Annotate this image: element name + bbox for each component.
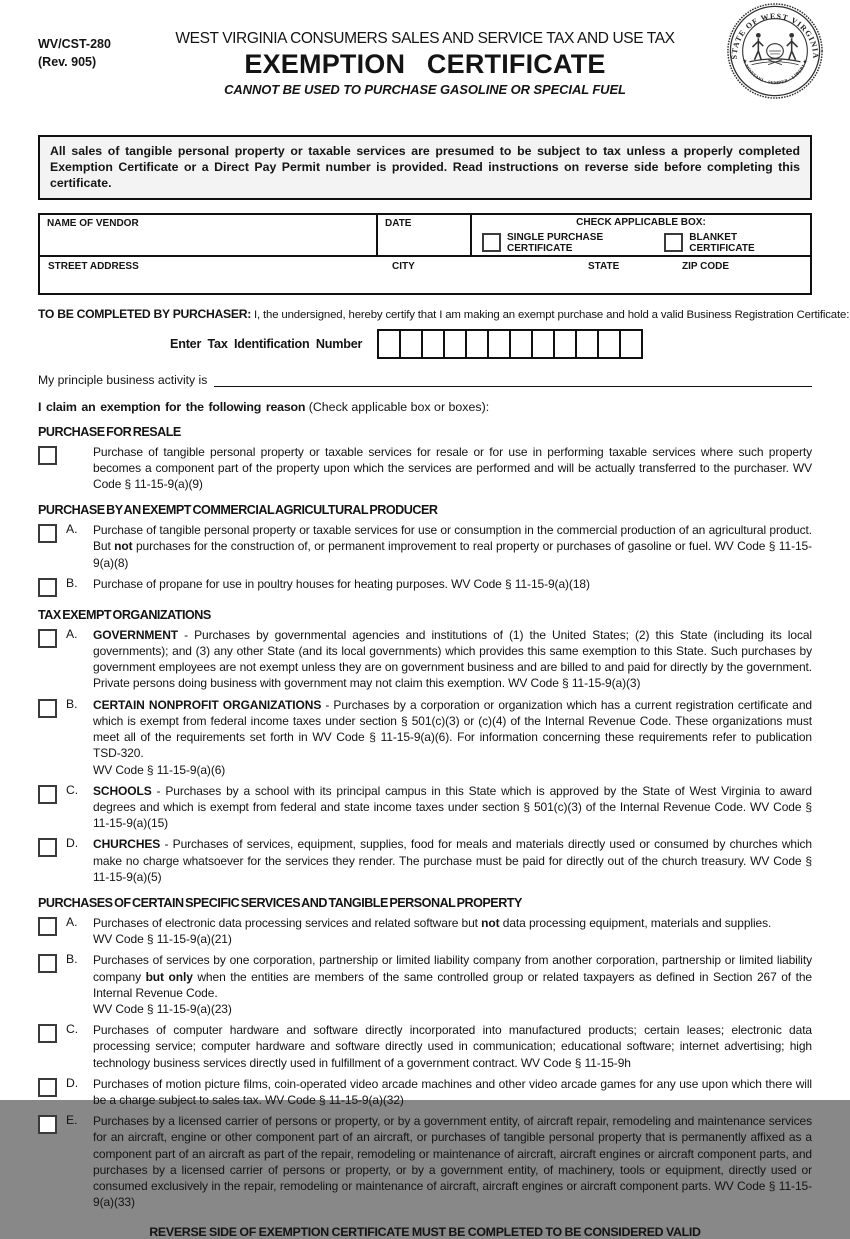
item-bold-word: not <box>481 915 500 930</box>
item-description <box>93 697 812 778</box>
tax-id-label: Enter Tax Identification Number <box>170 336 363 351</box>
item-text: Purchases of electronic data processing services and related software but <box>93 915 482 930</box>
date-label: DATE <box>385 217 412 229</box>
item-description <box>93 444 812 493</box>
item-description <box>93 783 812 832</box>
exemption-checkbox[interactable] <box>38 524 57 543</box>
form-revision: (Rev. 905) <box>38 54 97 69</box>
item-bold-word: but only <box>145 969 193 984</box>
west-virginia-state-seal <box>726 2 824 105</box>
exemption-checkbox[interactable] <box>38 1078 57 1097</box>
item-bold-word: not <box>114 539 133 554</box>
exemption-item-computer-hardware <box>38 1022 812 1071</box>
tax-id-cell[interactable] <box>553 329 577 359</box>
tax-id-cell[interactable] <box>421 329 445 359</box>
item-description <box>93 1022 812 1071</box>
tax-id-cell[interactable] <box>619 329 643 359</box>
item-description <box>93 915 812 947</box>
item-text: data processing equipment, materials and supplies. <box>499 915 772 930</box>
section-heading-agricultural: PURCHASE BY AN EXEMPT COMMERCIAL AGRICULTURAL PRODUCER <box>38 503 438 518</box>
tax-id-cell[interactable] <box>399 329 423 359</box>
exemption-checkbox[interactable] <box>38 785 57 804</box>
item-description <box>93 1076 812 1108</box>
purchaser-certification-lead: TO BE COMPLETED BY PURCHASER: <box>38 306 251 321</box>
item-lead: GOVERNMENT <box>93 627 179 642</box>
wv-code-reference: WV Code § 11-15-9(a)(21) <box>93 932 232 947</box>
check-applicable-box-label: CHECK APPLICABLE BOX: <box>576 216 706 228</box>
item-lead: SCHOOLS <box>93 783 152 798</box>
exemption-checkbox[interactable] <box>38 1115 57 1134</box>
claim-instruction-bold: I claim an exemption for the following reason <box>38 399 306 414</box>
item-letter <box>57 444 93 493</box>
wv-code-reference: WV Code § 11-15-9(a)(23) <box>93 1001 232 1016</box>
exemption-item-agricultural-b <box>38 576 812 597</box>
section-heading-specific-services: PURCHASES OF CERTAIN SPECIFIC SERVICES AND TANGIBLE PERSONAL PROPERTY <box>38 895 522 910</box>
exemption-item-agricultural-a <box>38 522 812 571</box>
exemption-checkbox[interactable] <box>38 446 57 465</box>
item-letter: B. <box>66 952 78 967</box>
seal-bottom-text: ★ MONTANI · SEMPER · LIBERI ★ <box>741 58 809 86</box>
item-text: - Purchases by a corporation or organization which has a current registration certificate and which is exempt from federal income taxes under section § 501(c)(3) or (c)(4) of the Internal Revenue Code. These organizations must meet all of the requirements set forth in WV Code § 11-15-9(a)(6). For information concerning these requirements refer to publication TSD-320. <box>93 697 812 761</box>
form-number: WV/CST-280 <box>38 37 111 51</box>
form-number-block <box>38 36 111 71</box>
item-letter: E. <box>66 1113 78 1128</box>
item-text: Purchase of tangible personal property or taxable services for use or consumption in the commercial production of an agricultural product. But <box>93 523 812 554</box>
business-activity-input[interactable] <box>214 372 812 387</box>
tax-id-cell[interactable] <box>509 329 533 359</box>
tax-id-cell[interactable] <box>531 329 555 359</box>
exemption-item-data-processing <box>38 915 812 947</box>
state-label: STATE <box>588 260 620 272</box>
item-text: - Purchases by governmental agencies and institutions of (1) the United States; (2) this State (including its local governments); and (3) any other State (and its local governments) which provides this same exemption to this State. Such purchases by government employees are not exempt unless they are on government business and are billed to and paid for directly by the government. Private persons doing business with government may not claim this exemption. WV Code § 11-15-9(a)(3) <box>93 627 812 691</box>
tax-id-boxes <box>377 329 643 359</box>
item-description <box>93 627 812 692</box>
exemption-checkbox[interactable] <box>38 1024 57 1043</box>
form-header <box>38 0 821 124</box>
single-purchase-certificate-checkbox[interactable] <box>482 233 501 252</box>
tax-id-cell[interactable] <box>597 329 621 359</box>
exemption-checkbox[interactable] <box>38 917 57 936</box>
exemption-checkbox[interactable] <box>38 699 57 718</box>
exemption-item-government <box>38 627 812 692</box>
certificate-type-cell <box>472 215 810 255</box>
item-text: Purchases by a licensed carrier of persons or property, or by a government entity, of aircraft repair, remodeling and maintenance services for an aircraft, engine or other component part of an aircraft, or purchases of tangible personal property that is permanently affixed as a component part of an aircraft as part of the repair, remodeling or maintenance of aircraft, aircraft engines or aircraft component parts, and purchases by a licensed carrier of persons or property, or by a government entity, of machinery, tools or equipment, directly used or consumed exclusively in the repair, remodeling or maintenance of aircraft, aircraft engines or aircraft component parts. WV Code § 11-15-9(a)(33) <box>93 1114 812 1210</box>
item-letter: D. <box>66 1075 79 1090</box>
item-text: Purchases of services by one corporation, partnership or limited liability company from another corporation, partnership or limited liability company <box>93 953 812 984</box>
item-letter: B. <box>66 575 78 590</box>
item-lead: CHURCHES <box>93 837 161 852</box>
item-lead: CERTAIN NONPROFIT ORGANIZATIONS <box>93 697 322 712</box>
item-text: Purchase of tangible personal property or taxable services for resale or for use in performing taxable services where such property becomes a component part of the property upon which the services are performed and will be actually transferred to the purchaser. WV Code § 11-15-9(a)(9) <box>93 444 812 492</box>
item-description <box>93 522 812 571</box>
section-heading-resale: PURCHASE FOR RESALE <box>38 424 181 439</box>
tax-id-cell[interactable] <box>465 329 489 359</box>
exemption-checkbox[interactable] <box>38 578 57 597</box>
item-text: purchases for the construction of, or permanent improvement to real property or purchases of gasoline or fuel. WV Code § 11-15-9(a)(8) <box>93 539 813 570</box>
tax-id-cell[interactable] <box>487 329 511 359</box>
notice-box: All sales of tangible personal property or taxable services are presumed to be subject to tax unless a properly completed Exemption Certificate or a Direct Pay Permit number is provided. Read instructions on reverse side before completing this certificate. <box>38 135 812 200</box>
exemption-checkbox[interactable] <box>38 629 57 648</box>
item-text: Purchase of propane for use in poultry houses for heating purposes. WV Code § 11-15-9(a)(18) <box>93 576 590 591</box>
city-label: CITY <box>392 260 415 272</box>
purchaser-certification-text: I, the undersigned, hereby certify that I am making an exempt purchase and hold a valid Business Registration Certificate: <box>250 308 850 321</box>
item-description <box>93 576 812 597</box>
section-heading-tax-exempt-orgs: TAX EXEMPT ORGANIZATIONS <box>38 607 211 622</box>
form-title-main: EXEMPTION CERTIFICATE <box>244 49 606 79</box>
claim-instruction <box>38 400 812 414</box>
item-text: Purchases of motion picture films, coin-operated video arcade machines and other video arcade games for any use upon which there will be a charge subject to sales tax. WV Code § 11-15-9(a)(32) <box>93 1076 812 1107</box>
item-letter: B. <box>66 696 78 711</box>
title-block <box>95 30 755 97</box>
item-text: - Purchases of services, equipment, supplies, food for meals and materials directly used or consumed by churches which make no charge whatsoever for the services they render. The purchase must be paid for directly out of the church treasury. WV Code § 11-15-9(a)(5) <box>93 837 812 884</box>
item-description <box>93 836 812 885</box>
wv-code-reference: WV Code § 11-15-9(a)(6) <box>93 762 226 777</box>
blanket-certificate-label: BLANKET CERTIFICATE <box>689 231 755 254</box>
vendor-name-label: NAME OF VENDOR <box>47 217 139 229</box>
tax-id-cell[interactable] <box>377 329 401 359</box>
exemption-checkbox[interactable] <box>38 838 57 857</box>
exemption-item-resale <box>38 444 812 493</box>
vendor-info-table <box>38 213 812 295</box>
item-description <box>93 1113 812 1210</box>
exemption-item-nonprofit <box>38 697 812 778</box>
seal-top-text: STATE OF WEST VIRGINIA <box>729 11 821 60</box>
blanket-certificate-checkbox[interactable] <box>664 233 683 252</box>
item-text: when the entities are members of the same controlled group or related taxpayers as defined in Section 267 of the Internal Revenue Code. <box>93 969 813 1000</box>
vendor-name-field[interactable] <box>40 215 378 255</box>
item-letter: A. <box>66 626 78 641</box>
footer-note: REVERSE SIDE OF EXEMPTION CERTIFICATE MUST BE COMPLETED TO BE CONSIDERED VALID <box>149 1225 701 1239</box>
item-letter: A. <box>66 914 78 929</box>
date-field[interactable] <box>378 215 472 255</box>
exemption-checkbox[interactable] <box>38 954 57 973</box>
tax-id-cell[interactable] <box>575 329 599 359</box>
exemption-item-motion-pictures <box>38 1076 812 1108</box>
tax-id-cell[interactable] <box>443 329 467 359</box>
tax-id-row <box>38 329 812 359</box>
item-text: Purchases of computer hardware and software directly incorporated into manufactured products; certain leases; electronic data processing service; computer hardware and software directly used in communication; educational software; internet advertising; high technology business services directly used in fulfillment of a government contract. WV Code § 11-15-9h <box>93 1023 812 1070</box>
item-letter: C. <box>66 782 79 797</box>
item-description <box>93 952 812 1017</box>
purchaser-certification <box>38 306 850 321</box>
business-activity-label: My principle business activity is <box>38 372 208 387</box>
exemption-item-churches <box>38 836 812 885</box>
form-subtitle: CANNOT BE USED TO PURCHASE GASOLINE OR SPECIAL FUEL <box>224 82 626 97</box>
exemption-item-controlled-group <box>38 952 812 1017</box>
item-letter: A. <box>66 522 78 537</box>
item-letter: C. <box>66 1022 79 1037</box>
form-title-small: WEST VIRGINIA CONSUMERS SALES AND SERVICE TAX AND USE TAX <box>175 30 675 47</box>
exemption-item-schools <box>38 783 812 832</box>
street-address-label: STREET ADDRESS <box>48 260 139 272</box>
item-text: - Purchases by a school with its principal campus in this State which is approved by the State of West Virginia to award degrees and which is exempt from federal and state income taxes under section § 501(c)(3) of the Internal Revenue Code. WV Code § 11-15-9(a)(15) <box>93 783 812 831</box>
seal-emblem-figures <box>750 33 801 65</box>
exemption-item-aircraft <box>38 1113 812 1210</box>
single-purchase-certificate-label: SINGLE PURCHASE CERTIFICATE <box>507 231 604 254</box>
business-activity-row <box>38 372 812 387</box>
claim-instruction-normal: (Check applicable box or boxes): <box>305 399 490 414</box>
item-letter: D. <box>66 836 79 851</box>
vendor-address-row[interactable] <box>40 255 810 293</box>
zip-code-label: ZIP CODE <box>682 260 730 272</box>
